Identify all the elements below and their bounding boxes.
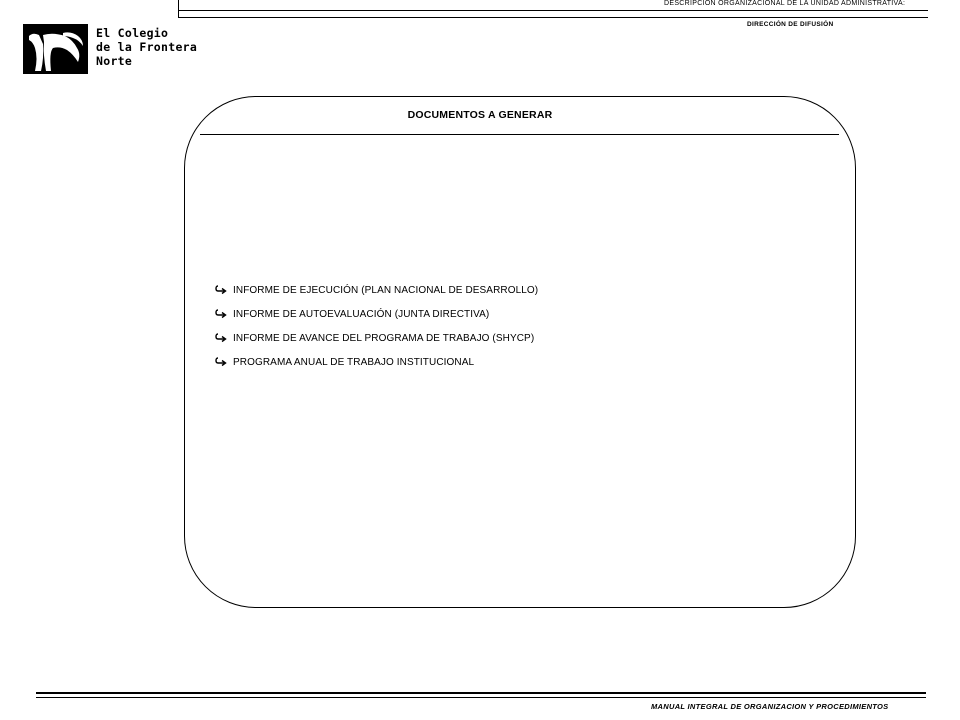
list-item-label: INFORME DE EJECUCIÓN (PLAN NACIONAL DE DESARROLLO) bbox=[233, 284, 539, 296]
panel-title-separator bbox=[200, 134, 839, 135]
documents-list bbox=[215, 278, 538, 374]
footer-manual-title: MANUAL INTEGRAL DE ORGANIZACION Y PROCEDIMIENTOS bbox=[651, 702, 889, 711]
institution-logo bbox=[23, 24, 198, 74]
logo-text-line: El Colegio bbox=[96, 26, 169, 40]
curved-arrow-icon bbox=[215, 357, 227, 367]
list-item-label: INFORME DE AUTOEVALUACIÓN (JUNTA DIRECTIVA) bbox=[233, 308, 490, 320]
header-divider-vertical bbox=[178, 0, 179, 18]
logo-mark-icon bbox=[23, 24, 88, 74]
list-item-label: INFORME DE AVANCE DEL PROGRAMA DE TRABAJO (SHYCP) bbox=[233, 332, 535, 344]
curved-arrow-icon bbox=[215, 333, 227, 343]
curved-arrow-icon bbox=[215, 285, 227, 295]
list-item-label: PROGRAMA ANUAL DE TRABAJO INSTITUCIONAL bbox=[233, 356, 475, 368]
footer-rule-2 bbox=[36, 697, 926, 698]
header-rule-1 bbox=[178, 10, 928, 11]
logo-text-line: de la Frontera bbox=[96, 40, 198, 54]
header-rule-2 bbox=[178, 17, 928, 18]
list-item bbox=[215, 326, 538, 350]
footer-rule-1 bbox=[36, 692, 926, 694]
logo-text-line: Norte bbox=[96, 54, 133, 68]
list-item bbox=[215, 302, 538, 326]
header-description: DESCRIPCION ORGANIZACIONAL DE LA UNIDAD ADMINISTRATIVA: bbox=[664, 0, 906, 7]
header-department: DIRECCIÓN DE DIFUSIÓN bbox=[747, 21, 834, 28]
curved-arrow-icon bbox=[215, 309, 227, 319]
list-item bbox=[215, 350, 538, 374]
logo-text bbox=[96, 26, 197, 68]
list-item bbox=[215, 278, 538, 302]
documents-panel-title: DOCUMENTOS A GENERAR bbox=[407, 109, 553, 121]
